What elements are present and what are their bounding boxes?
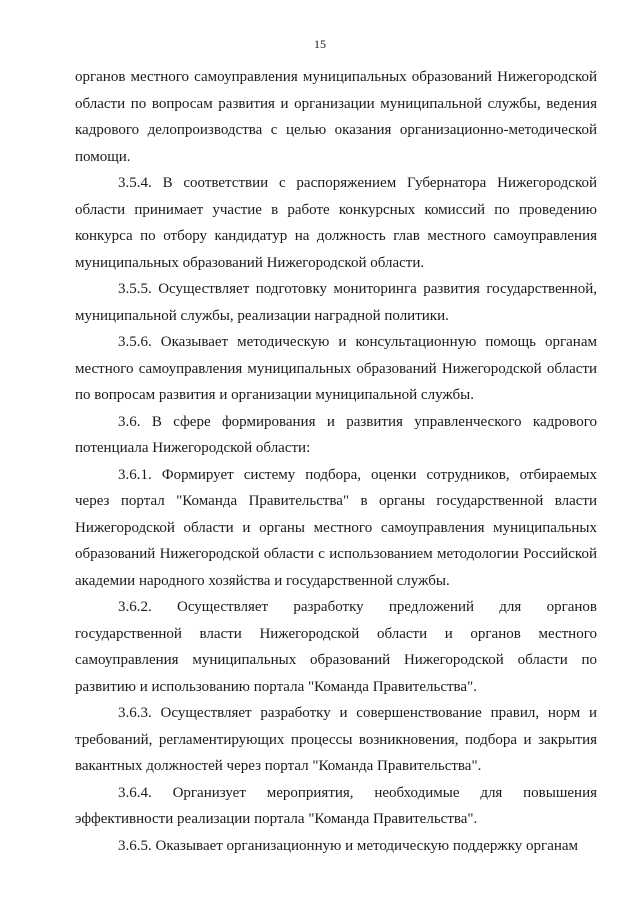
paragraph-3-6-3: 3.6.3. Осуществляет разработку и совершенствование правил, норм и требований, регламентирующих процессы возникновения, подбора и закрытия вакантных должностей через портал "Команда Правительства". <box>75 705 597 774</box>
paragraph-3-5-5: 3.5.5. Осуществляет подготовку мониторинга развития государственной, муниципальной службы, реализации наградной политики. <box>75 281 597 324</box>
paragraph-3-6-5: 3.6.5. Оказывает организационную и методическую поддержку органам <box>118 837 579 854</box>
paragraph-3-6-4: 3.6.4. Организует мероприятия, необходимые для повышения эффективности реализации портала "Команда Правительства". <box>75 784 597 827</box>
paragraph-continuation: органов местного самоуправления муниципальных образований Нижегородской области по вопросам развития и организации муниципальной службы, ведения кадрового делопроизводства с целью оказания организационно-методической помощи. <box>75 69 597 165</box>
paragraph-3-6: 3.6. В сфере формирования и развития управленческого кадрового потенциала Нижегородской области: <box>75 413 597 456</box>
page-number: 15 <box>314 37 326 51</box>
paragraph-3-5-6: 3.5.6. Оказывает методическую и консультационную помощь органам местного самоуправления муниципальных образований Нижегородской области по вопросам развития и организации муниципальной службы. <box>75 334 597 403</box>
paragraph-3-5-4: 3.5.4. В соответствии с распоряжением Губернатора Нижегородской области принимает участие в работе конкурсных комиссий по проведению конкурса по отбору кандидатур на должность глав местного самоуправления муниципальных образований Нижегородской области. <box>75 175 597 271</box>
paragraph-3-6-1: 3.6.1. Формирует систему подбора, оценки сотрудников, отбираемых через портал "Команда Правительства" в органы государственной власти Нижегородской области и органы местного самоуправления муниципальных образований Нижегородской области с использованием методологии Российской академии народного хозяйства и государственной службы. <box>75 466 597 589</box>
paragraph-3-6-2: 3.6.2. Осуществляет разработку предложений для органов государственной власти Нижегородской области и органов местного самоуправления муниципальных образований Нижегородской области по развитию и использованию портала "Команда Правительства". <box>75 599 597 695</box>
document-body <box>75 64 597 859</box>
